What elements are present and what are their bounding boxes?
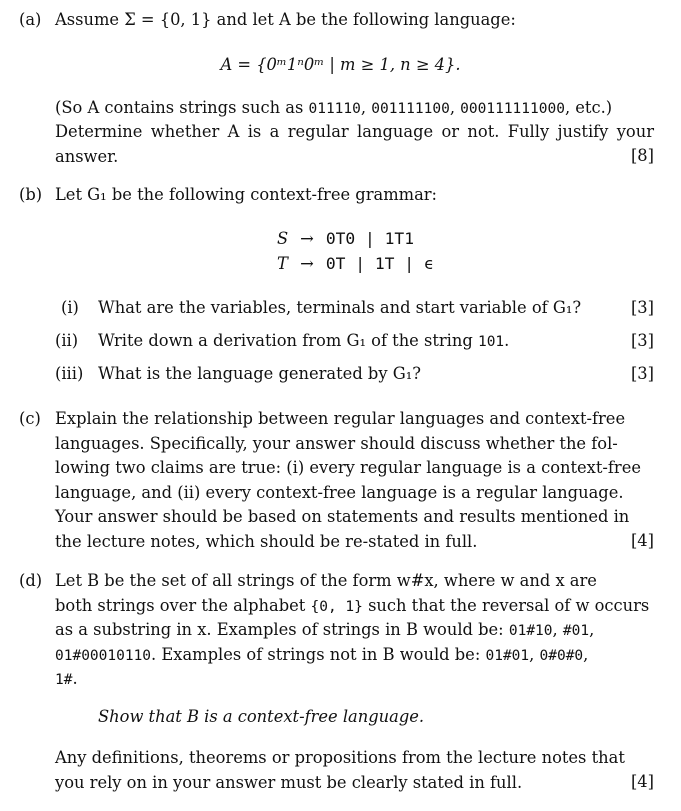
part-c-line: the lecture notes, which should be re-stated in full. (55, 531, 478, 551)
part-c-line: language, and (ii) every context-free language is a regular language. (55, 482, 624, 502)
part-c-text (55, 407, 654, 554)
grammar-rules (271, 227, 440, 276)
part-c-line: languages. Specifically, your answer should discuss whether the fol- (55, 433, 618, 453)
rule-rhs: 0T | 1T | ϵ (325, 253, 434, 273)
subquestion-text: What are the variables, terminals and start variable of G₁? (98, 298, 582, 317)
part-c-line: lowing two claims are true: (i) every regular language is a context-free (55, 458, 641, 477)
examples-suffix: , etc.) (564, 98, 613, 117)
line3-prefix: as a substring in x. Examples of strings in B would be: (55, 620, 509, 639)
out-example-1: 01#01 (485, 647, 530, 664)
in-example-2: #01 (562, 623, 590, 639)
part-c-line: Your answer should be based on statements and results mentioned in (55, 507, 630, 526)
part-c-marks: [4] (630, 531, 654, 550)
subquestion-text-suffix: . (504, 331, 510, 350)
part-a-task (55, 120, 654, 169)
part-a-label: (a) (19, 10, 42, 29)
part-d-label: (d) (19, 571, 43, 590)
example-string-2: 001111100 (371, 101, 450, 117)
grammar-rule (271, 252, 440, 277)
part-a-marks: [8] (630, 146, 654, 165)
part-d-line-5: 1#. (55, 669, 78, 688)
in-example-3: 01#00010110 (55, 647, 152, 664)
subquestion-text: What is the language generated by G₁? (98, 364, 421, 383)
rule-arrow: → (300, 229, 314, 248)
part-d-line-1: Let B be the set of all strings of the form w#x, where w and x are (55, 571, 597, 590)
part-d-text (55, 569, 654, 692)
part-c-line: Explain the relationship between regular languages and context-free (55, 409, 626, 428)
part-d-line-2 (55, 594, 654, 619)
rule-arrow: → (300, 253, 314, 273)
subquestion-text (98, 329, 509, 355)
examples-prefix: (So A contains strings such as (55, 98, 309, 117)
part-c-label: (c) (19, 409, 41, 428)
part-a-intro-text: Assume Σ = {0, 1} and let A be the following language: (55, 10, 516, 29)
subquestion-number: (ii) (55, 331, 79, 350)
grammar-rule (271, 227, 440, 252)
out-example-2: 0#0#0 (539, 647, 584, 664)
part-d-note-line-2: you rely on in your answer must be clearly stated in full. (55, 772, 523, 792)
part-d-line-4: 01#00010110. Examples of strings not in B would be: 01#01, 0#0#0, (55, 644, 589, 664)
part-a-examples: (So A contains strings such as 011110, 001111100, 000111111000, etc.) (55, 98, 613, 117)
rule-rhs: 0T0 | 1T1 (325, 229, 415, 248)
part-d-note-line-1: Any definitions, theorems or propositions from the lecture notes that (55, 748, 625, 767)
rule-lhs: S (277, 229, 289, 248)
rule-lhs: T (277, 253, 288, 273)
language-a-definition: A = {0ᵐ1ⁿ0ᵐ | m ≥ 1, n ≥ 4}. (220, 55, 461, 74)
subquestion-text-prefix: Write down a derivation from G₁ of the string (98, 331, 478, 350)
subquestion-ii-marks: [3] (630, 331, 654, 350)
line4-mid: . Examples of strings not in B would be: (151, 644, 486, 664)
part-b-intro-text: Let G₁ be the following context-free grammar: (55, 185, 438, 204)
part-b-intro (55, 183, 654, 208)
line2-suffix: such that the reversal of w occurs (362, 595, 650, 615)
part-d-marks: [4] (630, 772, 654, 791)
part-a-task-text: Determine whether A is a regular language or not. Fully justify your answer. (55, 122, 654, 166)
example-string-3: 000111111000 (460, 101, 565, 117)
in-example-1: 01#10 (508, 623, 553, 639)
alphabet: {0, 1} (310, 598, 363, 615)
subquestion-i-marks: [3] (630, 298, 654, 317)
out-example-3: 1# (55, 672, 73, 688)
example-string-1: 011110 (308, 101, 361, 117)
part-d-note (55, 746, 654, 795)
part-a-intro (55, 8, 654, 33)
line2-prefix: both strings over the alphabet (55, 595, 311, 615)
part-b-label: (b) (19, 185, 43, 204)
part-d-line-3: as a substring in x. Examples of strings in B would be: 01#10, #01, (55, 620, 595, 639)
part-a-definition (0, 53, 681, 78)
subquestion-iii-marks: [3] (630, 364, 654, 383)
subquestion-number: (iii) (55, 364, 84, 383)
part-d-task: Show that B is a context-free language. (98, 707, 425, 726)
target-string: 101 (477, 334, 505, 350)
subquestion-number: (i) (61, 298, 79, 317)
